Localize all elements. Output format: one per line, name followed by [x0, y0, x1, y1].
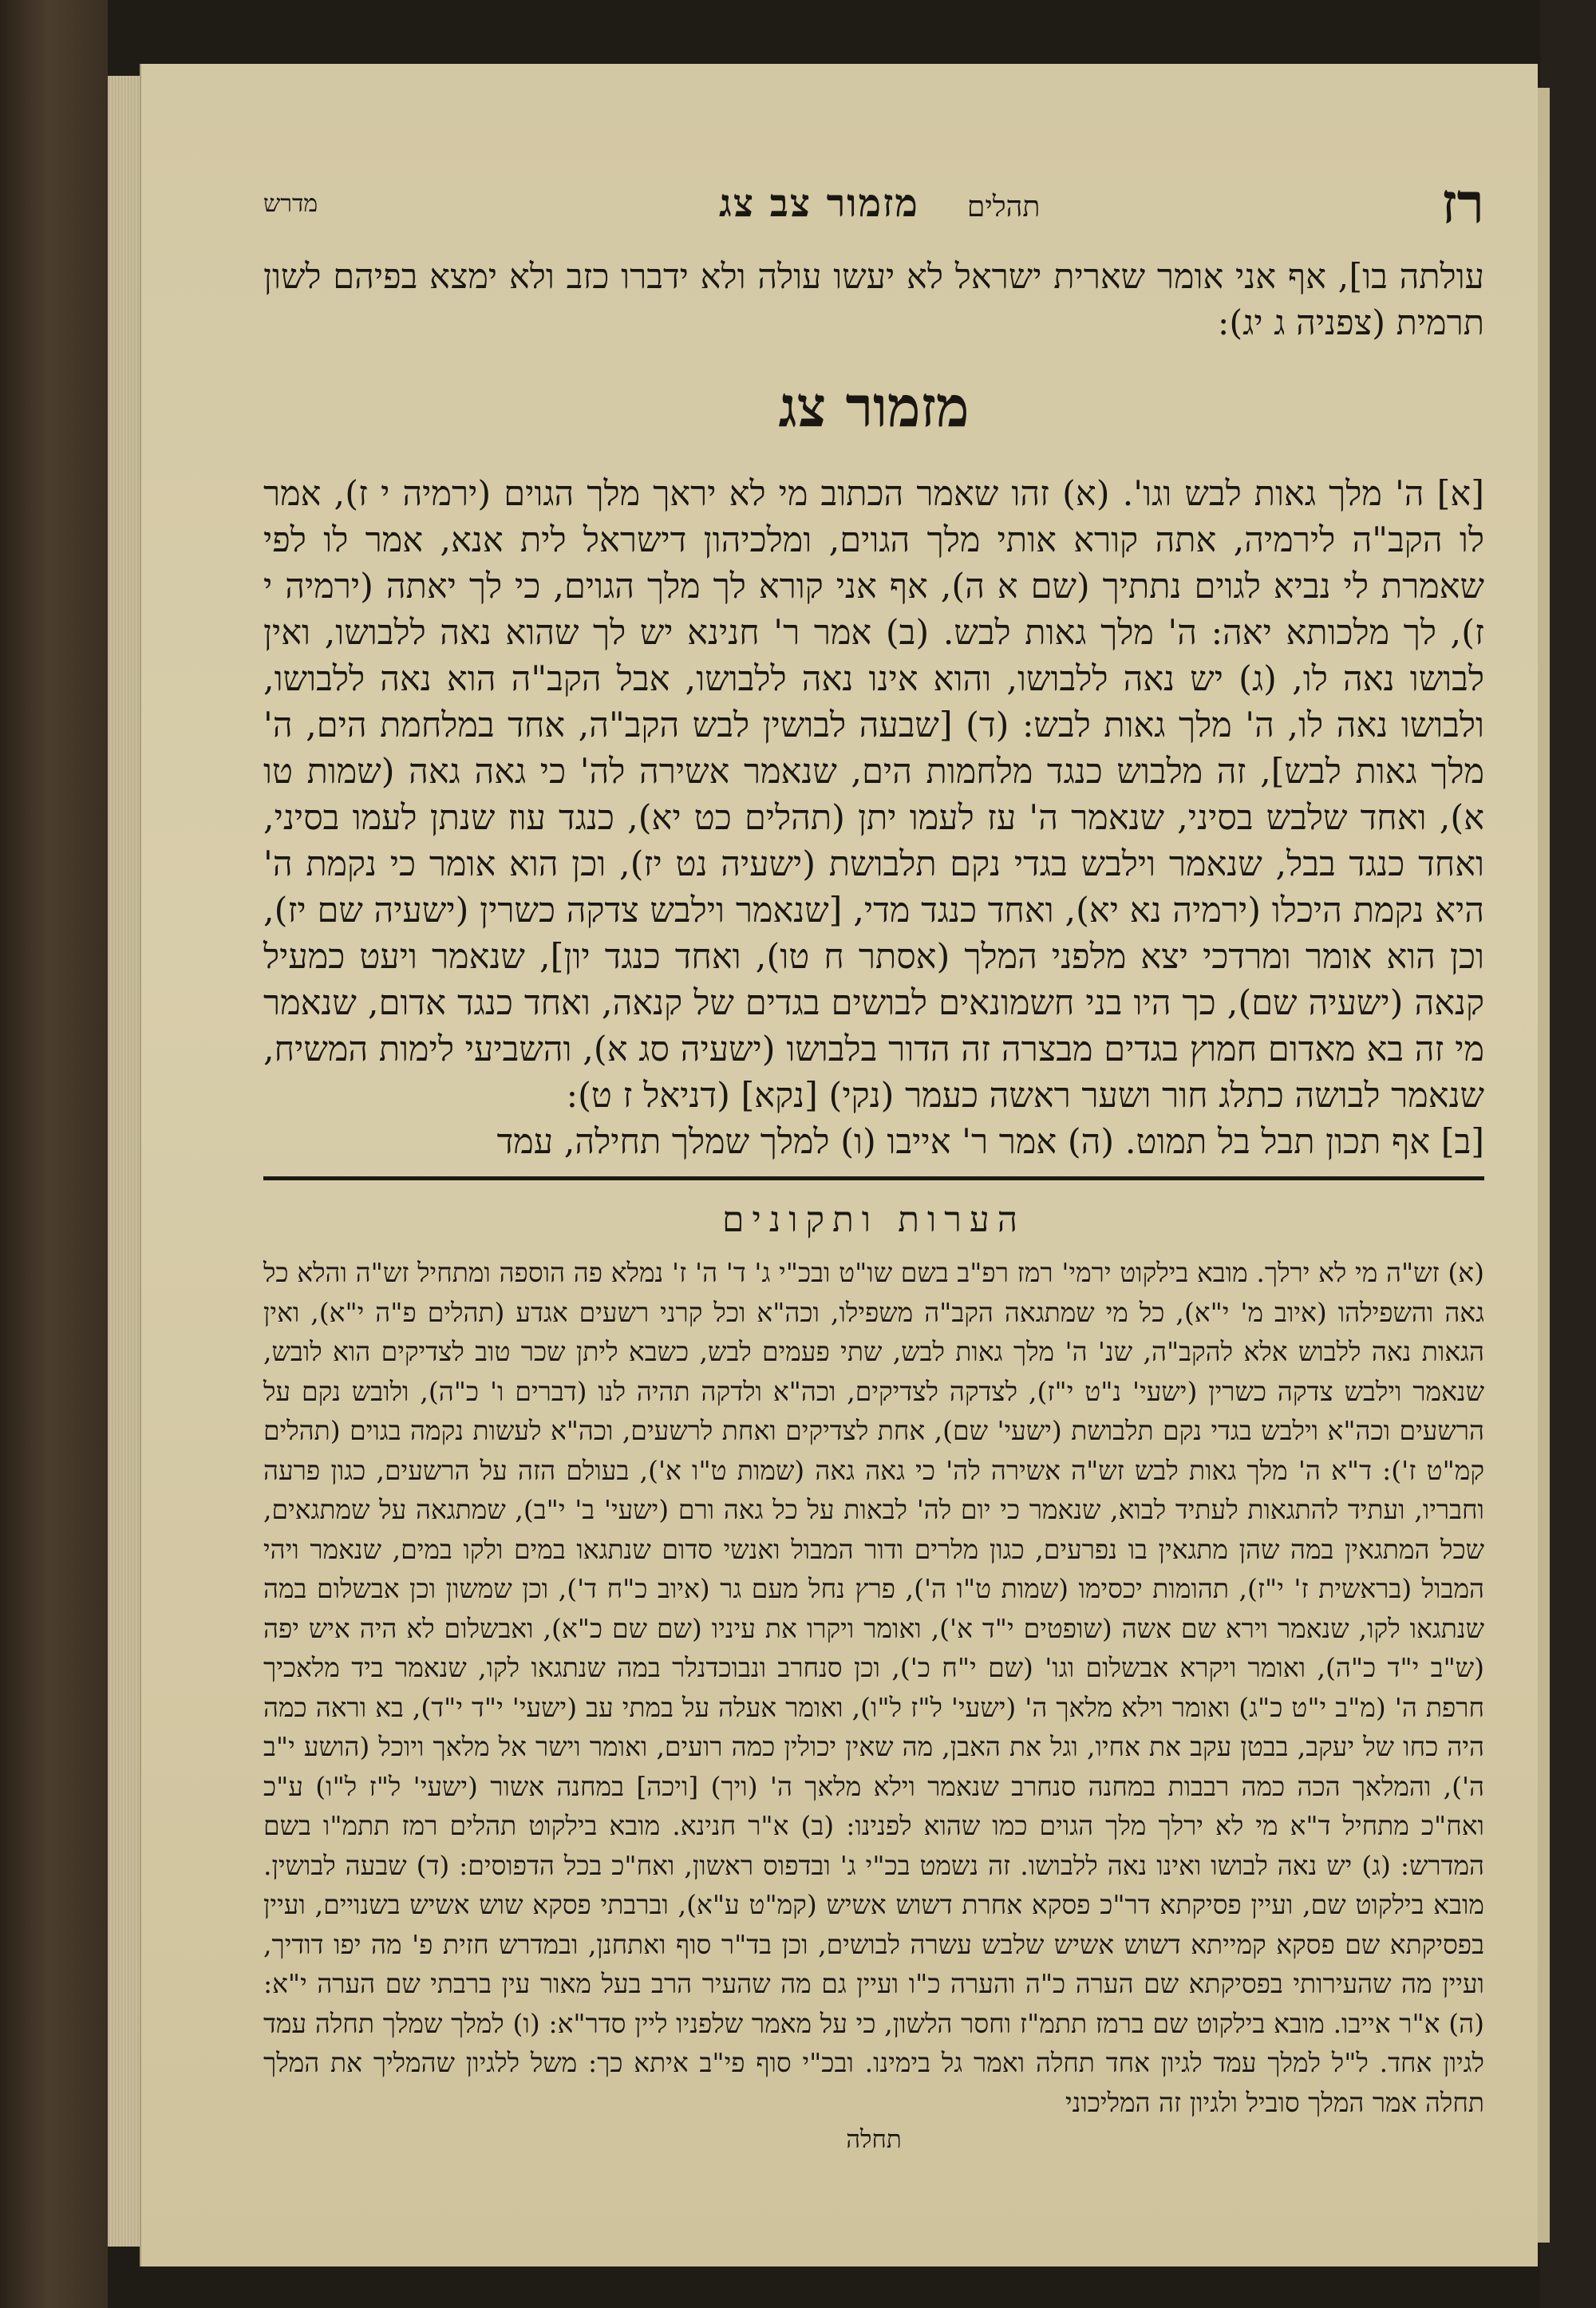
- running-book-title: תהלים: [966, 191, 1041, 223]
- notes-end-word: תחלה: [846, 2125, 902, 2154]
- running-header: [263, 160, 1484, 247]
- psalm-heading: מזמור צג: [778, 373, 970, 440]
- running-psalm-title: מזמור צב צג: [719, 181, 919, 226]
- main-paragraph: [א] ה' מלך גאות לבש וגו'. (א) זהו שאמר הכתוב מי לא יראך מלך הגוים (ירמיה י ז), אמר לו הקב"ה לירמיה, אתה קורא אותי מלך הגוים, ומלכיהון דישראל לית אנא, אמר לו לפי שאמרת לי נביא לגוים נתתיך (שם א ה), אף אני קורא לך מלך הגוים, כי לך יאתה (ירמיה י ז), לך מלכותא יאה: ה' מלך גאות לבש. (ב) אמר ר' חנינא יש לך שהוא נאה ללבושו, ואין לבושו נאה לו, (ג) יש נאה ללבושו, והוא אינו נאה ללבושו, אבל הקב"ה הוא נאה ללבושו, ולבושו נאה לו, ה' מלך גאות לבש: (ד) [שבעה לבושין לבש הקב"ה, אחד במלחמת הים, ה' מלך גאות לבש], זה מלבוש כנגד מלחמות הים, שנאמר אשירה לה' כי גאה גאה (שמות טו א), ואחד שלבש בסיני, שנאמר ה' עז לעמו יתן (תהלים כט יא), כנגד עוז שנתן לעמו בסיני, ואחד כנגד בבל, שנאמר וילבש בגדי נקם תלבושת (ישעיה נט יז), וכן הוא אומר כי נקמת ה' היא נקמת היכלו (ירמיה נא יא), ואחד כנגד מדי, [שנאמר וילבש צדקה כשרין (ישעיה שם יז), וכן הוא אומר ומרדכי יצא מלפני המלך (אסתר ח טו), ואחד כנגד יון], שנאמר ויעט כמעיל קנאה (ישעיה שם), כך היו בני חשמונאים לבושים בגדים של קנאה, ואחד כנגד אדום, שנאמר מי זה בא מאדום חמוץ בגדים מבצרה זה הדור בלבושו (ישעיה סג א), והשביעי לימות המשיח, שנאמר לבושה כתלג חור ושער ראשה כעמר (נקי) [נקא] (דניאל ז ט):: [263, 474, 1484, 1116]
- facing-page-edge: [1537, 88, 1550, 2243]
- intro-text: עולתה בו], אף אני אומר שארית ישראל לא יעשו עולה ולא ידברו כזב ולא ימצא בפיהם לשון תרמית (צפניה ג יג):: [263, 257, 1484, 343]
- page-content: [263, 160, 1484, 2154]
- page-number: רז: [1441, 170, 1484, 236]
- main-paragraph: [ב] אף תכון תבל בל תמוט. (ה) אמר ר' אייבו (ו) למלך שמלך תחילה, עמד: [496, 1122, 1484, 1162]
- running-head-center: [719, 181, 1040, 226]
- running-source-title: מדרש: [263, 189, 318, 218]
- book-cover: [0, 0, 108, 2308]
- notes-heading: הערות ותקונים: [721, 1199, 1026, 1240]
- notes-text: (א) זש"ה מי לא ירלך. מובא בילקוט ירמי' רמז רפ"ב בשם שו"ט ובכ"י ג' ד' ה' ז' נמלא פה הוספה ומתחיל זש"ה והלא כל גאה והשפילהו (איוב מ' י"א), כל מי שמתגאה הקב"ה משפילו, וכה"א וכל קרני רשעים אגדע (תהלים פ"ה י"א), ואין הגאות נאה ללבוש אלא להקב"ה, שנ' ה' מלך גאות לבש, שתי פעמים לבש, כשבא ליתן שכר טוב לצדיקים הוא לובש, שנאמר וילבש צדקה כשרין (ישעי' נ"ט י"ז), לצדקה לצדיקים, וכה"א ולדקה תהיה לנו (דברים ו' כ"ה), ולובש נקם על הרשעים וכה"א וילבש בגדי נקם תלבושת (ישעי' שם), אחת לצדיקים ואחת לרשעים, וכה"א לעשות נקמה בגוים (תהלים קמ"ט ז'): ד"א ה' מלך גאות לבש זש"ה אשירה לה' כי גאה גאה (שמות ט"ו א'), בעולם הזה על הרשעים, כגון פרעה וחבריו, ועתיד להתגאות לעתיד לבוא, שנאמר כי יום לה' לבאות על כל גאה ורם (ישעי' ב' י"ב), שמתגאה על שמתגאים, שכל המתגאין במה שהן מתגאין בו נפרעים, כגון מלרים ודור המבול ואנשי סדום שנתגאו במים ולקו במים, שנאמר ויהי המבול (בראשית ז' י"ז), תהומות יכסימו (שמות ט"ו ה'), פרץ נחל מעם גר (איוב כ"ח ד'), וכן שמשון וכן אבשלום במה שנתגאו לקו, שנאמר וירא שם אשה (שופטים י"ד א'), ואומר ויקרו את עיניו (שם שם כ"א), ואבשלום לא היה איש יפה (ש"ב י"ד כ"ה), ואומר ויקרא אבשלום וגו' (שם י"ח כ'), וכן סנחרב ונבוכדנלר במה שנתגאו לקו, שנאמר ביד מלאכיך חרפת ה' (מ"ב י"ט כ"ג) ואומר וילא מלאך ה' (ישעי' ל"ז ל"ו), ואומר אעלה על במתי עב (ישעי' י"ד י"ד), בא וראה כמה היה כחו של יעקב, בבטן עקב את אחיו, וגל את האבן, מה שאין יכולין כמה רועים, ואומר וישר אל מלאך ויוכל (הושע י"ב ה'), והמלאך הכה כמה רבבות במחנה סנחרב שנאמר וילא מלאך ה' (ויך) [ויכה] במחנה אשור (ישעי' ל"ז ל"ו) ע"כ ואח"כ מתחיל ד"א מי לא ירלך מלך הגוים כמו שהוא לפנינו: (ב) א"ר חנינא. מובא בילקוט תהלים רמז תתמ"ו בשם המדרש: (ג) יש נאה לבושו ואינו נאה ללבושו. זה נשמט בכ"י ג' ובדפוס ראשון, ואח"כ בכל הדפוסים: (ד) שבעה לבושין. מובא בילקוט שם, ועיין פסיקתא דר"כ פסקא אחרת דשוש אשיש (קמ"ט ע"א), וברבתי פסקא שוש אשיש בשנויים, ועיין בפסיקתא שם פסקא קמייתא דשוש אשיש שלבש עשרה לבושים, וכן בד"ר סוף ואתחנן, ובמדרש חזית פ' מה יפו דודיך, ועיין מה שהעירותי בפסיקתא שם הערה כ"ה והערה כ"ו ועיין גם מה שהעיר הרב בעל מאור עין ברבתי שם הערה י"א: (ה) א"ר אייבו. מובא בילקוט שם ברמז תתמ"ז וחסר הלשון, כי על מאמר שלפניו ליין סדר"א: (ו) למלך שמלך תחלה עמד לגיון אחד. ל"ל למלך עמד לגיון אחד תחלה ואמר גל בימינו. ובכ"י סוף פי"ב איתא כך: משל ללגיון שהמליך את המלך תחלה אמר המלך סוביל ולגיון זה המליכוני: [263, 1257, 1484, 2118]
- section-divider: [263, 1176, 1484, 1180]
